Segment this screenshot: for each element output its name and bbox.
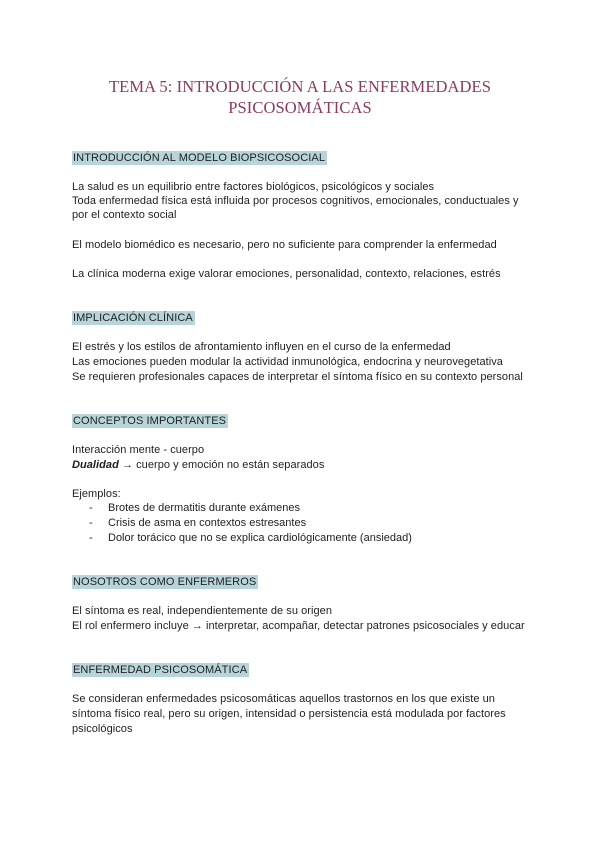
list-item: Brotes de dermatitis durante exámenes — [108, 502, 300, 514]
paragraph-line: El síntoma es real, independientemente de su origen — [72, 605, 332, 617]
bullet-dash: - — [89, 517, 93, 529]
bullet-dash: - — [89, 502, 93, 514]
paragraph-line: La salud es un equilibrio entre factores biológicos, psicológicos y sociales — [72, 181, 435, 193]
paragraph-line: por el contexto social — [72, 209, 177, 221]
section-heading-conceptos: CONCEPTOS IMPORTANTES — [73, 415, 227, 427]
paragraph-line: síntoma físico real, pero su origen, intensidad o persistencia está modulada por factores — [72, 708, 506, 720]
paragraph-line: Las emociones pueden modular la actividad inmunológica, endocrina y neurovegetativa — [72, 356, 503, 368]
paragraph-line: Interacción mente - cuerpo — [72, 444, 205, 456]
list-item: Dolor torácico que no se explica cardiológicamente (ansiedad) — [108, 532, 412, 544]
section-heading-enfermedad-psicosomatica: ENFERMEDAD PSICOSOMÁTICA — [73, 664, 248, 676]
section-heading-biopsicosocial: INTRODUCCIÓN AL MODELO BIOPSICOSOCIAL — [73, 152, 326, 164]
paragraph-line: Toda enfermedad física está influida por procesos cognitivos, emocionales, conductuales y — [72, 195, 519, 207]
paragraph-line: Se consideran enfermedades psicosomáticas aquellos trastornos en los que existe un — [72, 693, 495, 705]
dualidad-term: Dualidad — [72, 459, 119, 471]
bullet-dash: - — [89, 532, 93, 544]
paragraph-line: El rol enfermero incluye → interpretar, acompañar, detectar patrones psicosociales y educar — [72, 620, 525, 632]
list-item: Crisis de asma en contextos estresantes — [108, 517, 307, 529]
section-heading-implicacion-clinica: IMPLICACIÓN CLÍNICA — [73, 312, 193, 324]
paragraph-line: psicológicos — [72, 723, 133, 735]
examples-label: Ejemplos: — [72, 488, 121, 500]
dualidad-line — [72, 458, 324, 472]
page-title — [60, 76, 540, 118]
title-line-2: PSICOSOMÁTICAS — [228, 98, 372, 117]
paragraph-line: El modelo biomédico es necesario, pero no suficiente para comprender la enfermedad — [72, 239, 497, 251]
paragraph-line: La clínica moderna exige valorar emociones, personalidad, contexto, relaciones, estrés — [72, 268, 501, 280]
title-line-1: TEMA 5: INTRODUCCIÓN A LAS ENFERMEDADES — [108, 77, 492, 96]
dualidad-text: → cuerpo y emoción no están separados — [118, 459, 325, 471]
paragraph-line: Se requieren profesionales capaces de interpretar el síntoma físico en su contexto personal — [72, 371, 523, 383]
paragraph-line: El estrés y los estilos de afrontamiento influyen en el curso de la enfermedad — [72, 341, 451, 353]
section-heading-enfermeros: NOSOTROS COMO ENFERMEROS — [73, 576, 257, 588]
